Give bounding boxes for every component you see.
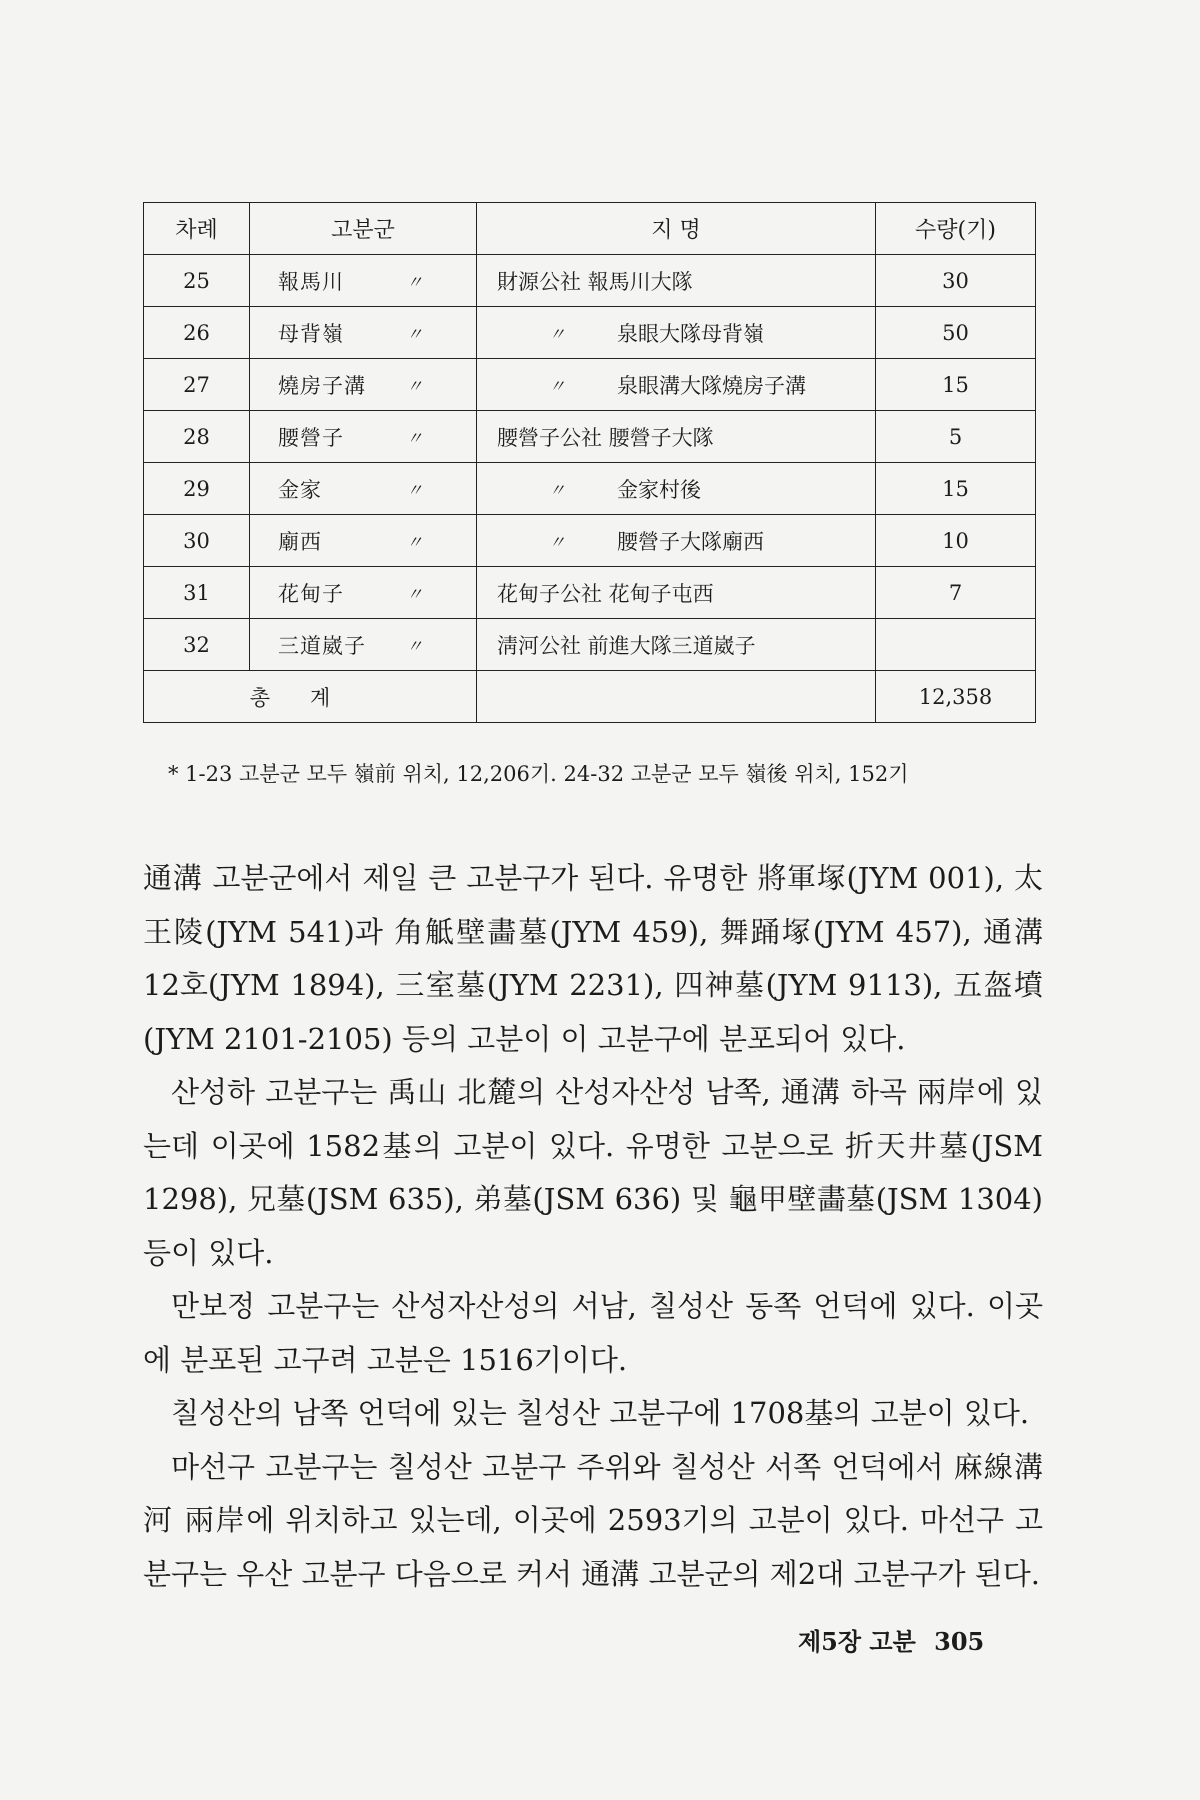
ditto-mark: 〃 xyxy=(548,533,566,553)
group-name: 三道崴子 xyxy=(278,633,366,658)
table-header-row xyxy=(144,203,1036,255)
body-text xyxy=(143,852,1043,1601)
paragraph: 마선구 고분구는 칠성산 고분구 주위와 칠성산 서쪽 언덕에서 麻線溝河 兩岸에 위치하고 있는데, 이곳에 2593기의 고분이 있다. 마선구 고분구는 우산 고분구 다음으로 커서 通溝 고분군의 제2대 고분구가 된다. xyxy=(143,1449,1043,1591)
place-name: 泉眼溝大隊燒房子溝 xyxy=(617,373,806,398)
row-number: 26 xyxy=(144,307,250,359)
row-count xyxy=(876,619,1036,671)
row-place xyxy=(477,619,876,671)
table-footnote: * 1-23 고분군 모두 嶺前 위치, 12,206기. 24-32 고분군 모두 嶺後 위치, 152기 xyxy=(168,762,909,786)
ditto-mark: 〃 xyxy=(548,481,566,501)
ditto-mark: 〃 xyxy=(406,377,423,397)
row-count: 10 xyxy=(876,515,1036,567)
row-count: 50 xyxy=(876,307,1036,359)
header-count: 수량(기) xyxy=(876,203,1036,255)
ditto-mark: 〃 xyxy=(406,533,423,553)
table-row xyxy=(144,307,1036,359)
paragraph: 칠성산의 남쪽 언덕에 있는 칠성산 고분구에 1708基의 고분이 있다. xyxy=(171,1396,1030,1430)
place-name: 腰營子大隊廟西 xyxy=(617,529,764,554)
ditto-mark: 〃 xyxy=(406,585,423,605)
row-group xyxy=(250,359,477,411)
table-row xyxy=(144,567,1036,619)
row-group xyxy=(250,567,477,619)
row-number: 28 xyxy=(144,411,250,463)
place-name: 金家村後 xyxy=(617,477,701,502)
place-name: 淸河公社 前進大隊三道崴子 xyxy=(497,633,756,658)
table-row xyxy=(144,463,1036,515)
group-name: 金家 xyxy=(278,477,322,502)
place-name: 花甸子公社 花甸子屯西 xyxy=(497,581,714,606)
total-label: 총계 xyxy=(144,671,477,723)
row-place xyxy=(477,255,876,307)
table-total-row xyxy=(144,671,1036,723)
table-row xyxy=(144,359,1036,411)
group-name: 母背嶺 xyxy=(278,321,344,346)
row-place xyxy=(477,307,876,359)
row-group xyxy=(250,307,477,359)
table-row xyxy=(144,515,1036,567)
table-row xyxy=(144,255,1036,307)
place-name: 財源公社 報馬川大隊 xyxy=(497,269,693,294)
ditto-mark: 〃 xyxy=(406,481,423,501)
place-name: 泉眼大隊母背嶺 xyxy=(617,321,764,346)
row-number: 25 xyxy=(144,255,250,307)
paragraph: 만보정 고분구는 산성자산성의 서남, 칠성산 동쪽 언덕에 있다. 이곳에 분포된 고구려 고분은 1516기이다. xyxy=(143,1289,1043,1377)
paragraph: 通溝 고분군에서 제일 큰 고분구가 된다. 유명한 將軍塚(JYM 001), 太王陵(JYM 541)과 角觝壁畵墓(JYM 459), 舞踊塚(JYM 457), 通溝 12호(JYM 1894), 三室墓(JYM 2231), 四神墓(JYM 9113), 五盔墳(JYM 2101-2105) 등의 고분이 이 고분구에 분포되어 있다. xyxy=(143,861,1043,1056)
ditto-mark: 〃 xyxy=(406,429,423,449)
total-value: 12,358 xyxy=(876,671,1036,723)
row-number: 29 xyxy=(144,463,250,515)
page-number: 305 xyxy=(934,1627,985,1656)
row-group xyxy=(250,255,477,307)
header-place: 지 명 xyxy=(477,203,876,255)
ditto-mark: 〃 xyxy=(406,637,423,657)
row-count: 30 xyxy=(876,255,1036,307)
row-place xyxy=(477,515,876,567)
table-row xyxy=(144,411,1036,463)
row-group xyxy=(250,411,477,463)
row-group xyxy=(250,619,477,671)
group-name: 腰營子 xyxy=(278,425,344,450)
row-place xyxy=(477,463,876,515)
header-number: 차례 xyxy=(144,203,250,255)
ditto-mark: 〃 xyxy=(548,325,566,345)
table-body xyxy=(144,255,1036,671)
row-count: 7 xyxy=(876,567,1036,619)
ditto-mark: 〃 xyxy=(548,377,566,397)
header-group: 고분군 xyxy=(250,203,477,255)
row-group xyxy=(250,463,477,515)
row-place xyxy=(477,359,876,411)
row-number: 31 xyxy=(144,567,250,619)
chapter-label: 제5장 고분 xyxy=(798,1627,916,1656)
row-place xyxy=(477,567,876,619)
row-count: 15 xyxy=(876,463,1036,515)
group-name: 廟西 xyxy=(278,529,322,554)
row-number: 27 xyxy=(144,359,250,411)
page-footer xyxy=(798,1622,1038,1657)
total-place-empty xyxy=(477,671,876,723)
place-name: 腰營子公社 腰營子大隊 xyxy=(497,425,714,450)
tomb-table xyxy=(143,202,1036,723)
row-number: 32 xyxy=(144,619,250,671)
group-name: 報馬川 xyxy=(278,269,344,294)
row-number: 30 xyxy=(144,515,250,567)
ditto-mark: 〃 xyxy=(406,325,423,345)
row-group xyxy=(250,515,477,567)
table-row xyxy=(144,619,1036,671)
row-count: 5 xyxy=(876,411,1036,463)
paragraph: 산성하 고분구는 禹山 北麓의 산성자산성 남쪽, 通溝 하곡 兩岸에 있는데 이곳에 1582基의 고분이 있다. 유명한 고분으로 折天井墓(JSM 1298), 兄墓(JSM 635), 弟墓(JSM 636) 및 龜甲壁畵墓(JSM 1304) 등이 있다. xyxy=(143,1075,1043,1270)
group-name: 花甸子 xyxy=(278,581,344,606)
group-name: 燒房子溝 xyxy=(278,373,366,398)
ditto-mark: 〃 xyxy=(406,273,423,293)
row-place xyxy=(477,411,876,463)
row-count: 15 xyxy=(876,359,1036,411)
